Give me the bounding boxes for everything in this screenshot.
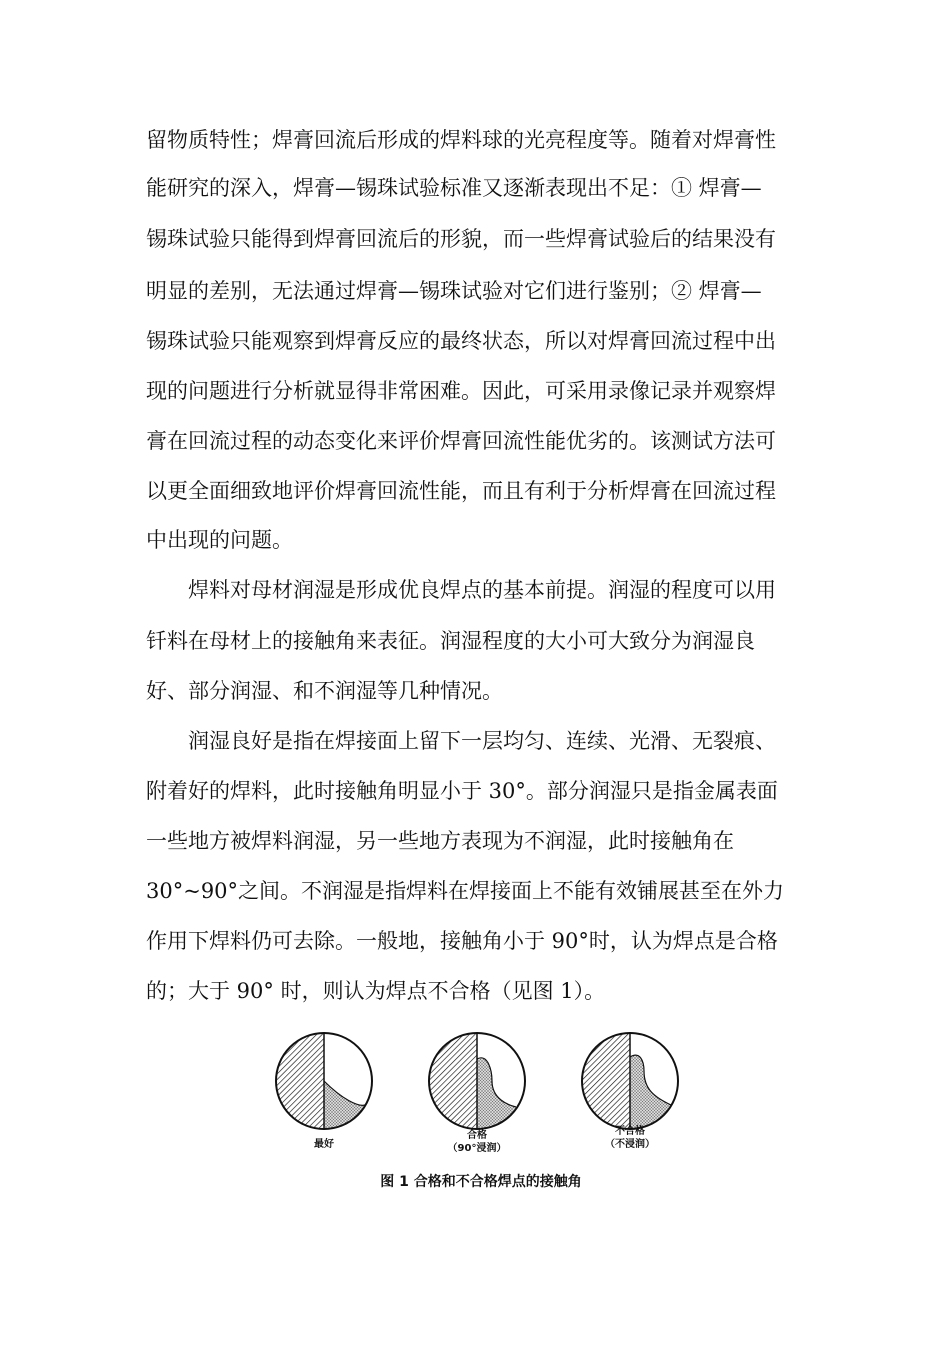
paragraph-1-line-6: 现的问题进行分析就显得非常困难。因此，可采用录像记录并观察焊 <box>146 379 776 403</box>
paragraph-2-line-3: 好、部分润湿、和不润湿等几种情况。 <box>146 679 503 703</box>
circle-unqualified <box>582 1033 678 1129</box>
paragraph-2-line-2: 钎料在母材上的接触角来表征。润湿程度的大小可大致分为润湿良 <box>146 629 755 653</box>
contact-angle-figure <box>262 1015 692 1165</box>
paragraph-3-line-5: 作用下焊料仍可去除。一般地，接触角小于 90°时，认为焊点是合格 <box>146 929 778 953</box>
paragraph-3-line-1: 润湿良好是指在焊接面上留下一层均匀、连续、光滑、无裂痕、 <box>188 729 776 753</box>
figure-caption: 图 1 合格和不合格焊点的接触角 <box>380 1174 582 1190</box>
paragraph-1-line-4: 明显的差别，无法通过焊膏—锡珠试验对它们进行鉴别；② 焊膏— <box>146 279 762 303</box>
paragraph-1-line-1: 留物质特性；焊膏回流后形成的焊料球的光亮程度等。随着对焊膏性 <box>146 128 776 152</box>
paragraph-3-line-4: 30°~90°之间。不润湿是指焊料在焊接面上不能有效铺展甚至在外力 <box>146 879 785 903</box>
paragraph-1-line-3: 锡珠试验只能得到焊膏回流后的形貌，而一些焊膏试验后的结果没有 <box>146 227 776 251</box>
paragraph-3-line-2: 附着好的焊料，此时接触角明显小于 30°。部分润湿只是指金属表面 <box>146 779 778 803</box>
paragraph-1-line-5: 锡珠试验只能观察到焊膏反应的最终状态，所以对焊膏回流过程中出 <box>146 329 776 353</box>
paragraph-3-line-3: 一些地方被焊料润湿，另一些地方表现为不润湿，此时接触角在 <box>146 829 734 853</box>
label-unqualified: 不合格 （不浸润） <box>605 1126 655 1150</box>
paragraph-1-line-8: 以更全面细致地评价焊膏回流性能，而且有利于分析焊膏在回流过程 <box>146 479 776 503</box>
paragraph-3-line-6: 的；大于 90° 时，则认为焊点不合格（见图 1）。 <box>146 979 606 1003</box>
paragraph-1-line-7: 膏在回流过程的动态变化来评价焊膏回流性能优劣的。该测试方法可 <box>146 429 776 453</box>
circle-best-wetting <box>276 1033 372 1129</box>
label-qualified: 合格 （90°浸润） <box>447 1130 507 1154</box>
paragraph-2-line-1: 焊料对母材润湿是形成优良焊点的基本前提。润湿的程度可以用 <box>188 578 776 602</box>
paragraph-1-line-9: 中出现的问题。 <box>146 528 293 552</box>
paragraph-1-line-2: 能研究的深入，焊膏—锡珠试验标准又逐渐表现出不足：① 焊膏— <box>146 176 762 200</box>
circle-qualified <box>429 1033 525 1129</box>
label-best: 最好 <box>314 1139 334 1150</box>
